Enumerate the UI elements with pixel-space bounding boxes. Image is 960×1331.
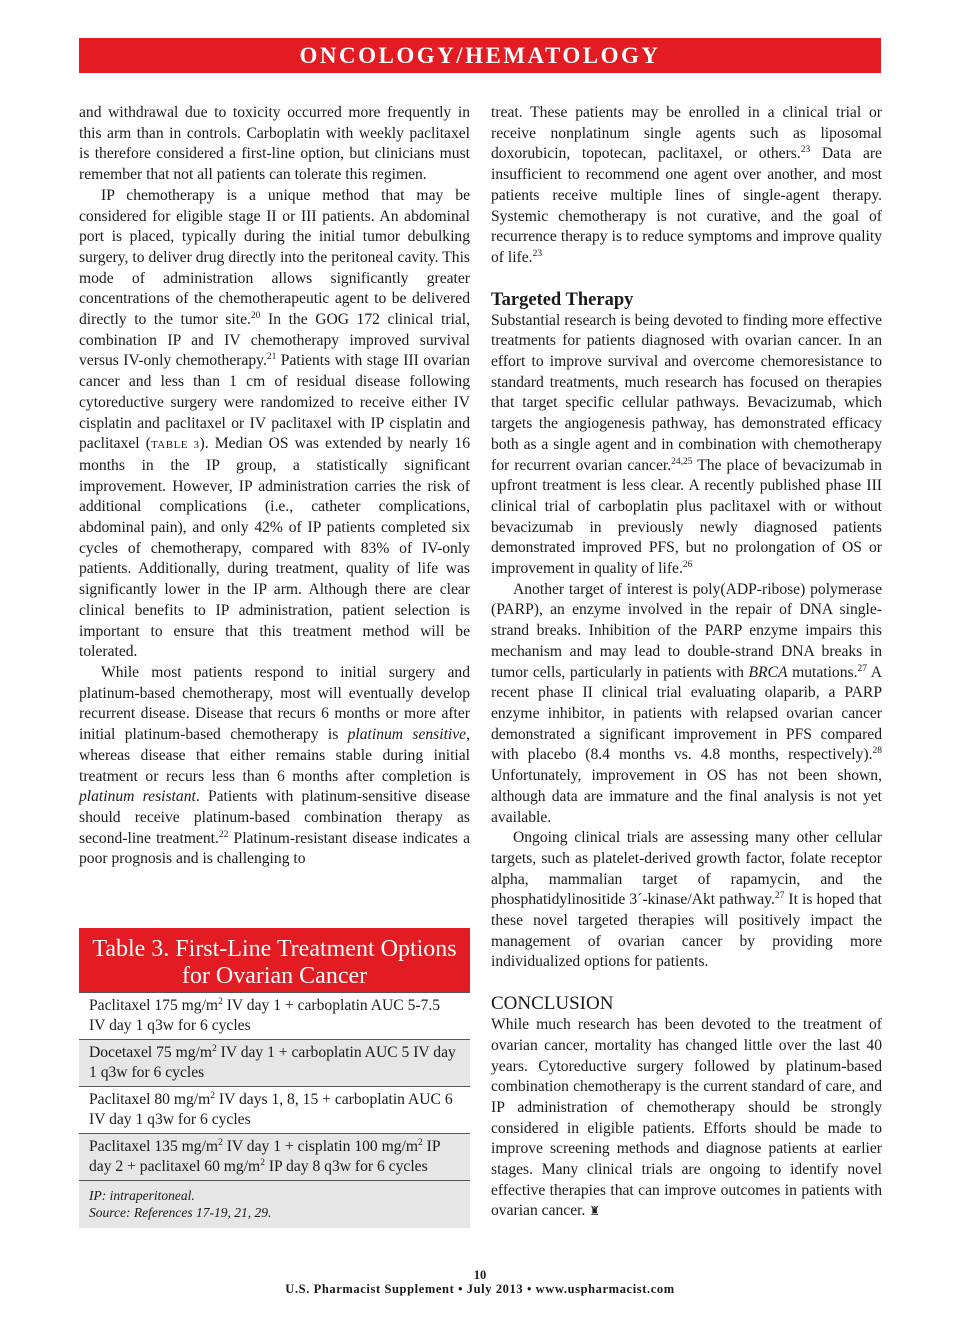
body-paragraph-ongoing-trials: Ongoing clinical trials are assessing many other cellular targets, such as platelet-derived growth factor, folate receptor alpha, mammalian target of rapamycin, and the phosphatidylinositide 3´-kinase/Akt pathway.$^{27}$ It is hoped that these novel targeted therapies will positively impact the management of ovarian cancer by providing more individualized options for patients.	[491, 829, 883, 971]
page-footer: U.S. Pharmacist Supplement • July 2013 • www.uspharmacist.com	[285, 1282, 675, 1296]
table-row: Paclitaxel 80 $mg/m^2$ IV days 1, 8, 15 + carboplatin AUC 6 IV day 1 q3w for 6 cycles	[79, 1087, 470, 1134]
reference-superscript: 27	[774, 891, 785, 902]
body-paragraph-conclusion: While much research has been devoted to the treatment of ovarian cancer, mortality has changed little over the last 40 years. Cytoreductive surgery followed by platinum-based combination chemotherapy is the current standard of care, and IP administration of chemotherapy should be strongly considered in eligible patients. Efforts should be made to improve screening methods and diagnose patients at earlier stages. Many clinical trials are ongoing to identify novel effective therapies that can improve outcomes in patients with ovarian cancer. ♜	[491, 1016, 882, 1220]
heading-targeted-therapy: Targeted Therapy	[491, 289, 634, 310]
page-number: 10	[473, 1268, 487, 1282]
table-footnote: IP: intraperitoneal. Source: References 17-19, 21, 29.	[79, 1181, 470, 1228]
reference-superscript: 26	[682, 560, 693, 571]
body-paragraph: and withdrawal due to toxicity occurred more frequently in this arm than in controls. Carboplatin with weekly paclitaxel is therefore considered a first-line option, but clinicians must remember that not all patients can tolerate this regimen.	[79, 104, 470, 184]
table-row: Paclitaxel 135 $mg/m^2$ IV day 1 + cisplatin 100 $mg/m^2$ IP day 2 + paclitaxel 60 $mg/m^2$ IP day 8 q3w for 6 cycles	[79, 1134, 470, 1181]
reference-superscript: 22	[218, 829, 229, 840]
reference-superscript: 23	[800, 145, 811, 156]
table-row: Docetaxel 75 $mg/m^2$ IV day 1 + carboplatin AUC 5 IV day 1 q3w for 6 cycles	[79, 1040, 470, 1087]
right-column	[491, 103, 882, 1222]
section-header-banner: ONCOLOGY/HEMATOLOGY	[79, 38, 881, 73]
body-paragraph-recurrence: While most patients respond to initial surgery and platinum-based chemotherapy, most will eventually develop recurrent disease. Disease that recurs 6 months or more after initial platinum-based chemotherapy is platinum sensitive, whereas disease that either remains stable during initial treatment or recurs less than 6 months after completion is platinum resistant. Patients with platinum-sensitive disease should receive platinum-based combination therapy as second-line treatment.$^{22}$ Platinum-resistant disease indicates a poor prognosis and is challenging to	[79, 663, 471, 868]
reference-superscript: 24,25	[671, 456, 693, 467]
body-paragraph-platinum-resistant: treat. These patients may be enrolled in a clinical trial or receive nonplatinum single agents such as liposomal doxorubicin, topotecan, paclitaxel, or others.$^{23}$ Data are insufficient to recommend one agent over another, and most patients receive multiple lines of single-agent therapy. Systemic chemotherapy is not curative, and the goal of recurrence therapy is to reduce symptoms and improve quality of life.$^{23}$	[491, 104, 882, 266]
left-column	[79, 103, 470, 870]
table-row: Paclitaxel 175 $mg/m^2$ IV day 1 + carboplatin AUC 5-7.5 IV day 1 q3w for 6 cycles	[79, 992, 470, 1040]
table-3-treatment-options	[79, 928, 470, 1228]
table-reference: TABLE 3	[150, 439, 200, 452]
reference-superscript: 23	[532, 248, 543, 259]
end-of-article-icon: ♜	[589, 1204, 601, 1219]
reference-superscript: 28	[872, 746, 882, 757]
heading-conclusion: CONCLUSION	[491, 993, 614, 1015]
body-paragraph-bevacizumab: Substantial research is being devoted to finding more effective treatments for patients diagnosed with ovarian cancer. In an effort to improve survival and overcome chemoresistance to standard treatments, much research has focused on therapies that target specific cellular pathways. Bevacizumab, which targets the angiogenesis pathway, has demonstrated efficacy both as a single agent and in combination with chemotherapy for recurrent ovarian cancer.$^{24,25}$ The place of bevacizumab in upfront treatment is less clear. A recently published phase III clinical trial of carboplatin plus paclitaxel with or without bevacizumab in previously newly diagnosed patients demonstrated improved PFS, but no prolongation of OS or improvement in quality of life.$^{26}$	[491, 311, 882, 578]
reference-superscript: 20	[250, 311, 261, 322]
table-title: Table 3. First-Line Treatment Options for Ovarian Cancer	[79, 928, 470, 992]
reference-superscript: 27	[857, 663, 867, 674]
body-paragraph-ip-chemotherapy: IP chemotherapy is a unique method that may be considered for eligible stage II or III patients. An abdominal port is placed, typically during the initial tumor debulking surgery, to deliver drug directly into the peritoneal cavity. This mode of administration allows significantly greater concentrations of the chemotherapeutic agent to be delivered directly to the tumor site.$^{20}$ In the GOG 172 clinical trial, combination IP and IV chemotherapy improved survival versus IV-only chemotherapy.$^{21}$ Patients with stage III ovarian cancer and less than 1 cm of residual disease following cytoreductive surgery were randomized to receive either IV cisplatin and paclitaxel or IV paclitaxel with IP cisplatin and paclitaxel (TABLE 3). Median OS was extended by nearly 16 months in the IP group, a statistically significant improvement. However, IP administration carries the risk of additional complications (i.e., catheter complications, abdominal pain), and only 42% of IP patients completed six cycles of chemotherapy, compared with 83% of IV-only patients. Additionally, during treatment, quality of life was significantly lower in the IP arm. Although there are clear clinical benefits to IP administration, patient selection is important to ensure that this treatment method will be tolerated.	[79, 186, 471, 661]
reference-superscript: 21	[266, 352, 277, 363]
body-paragraph-parp: Another target of interest is poly(ADP-ribose) polymerase (PARP), an enzyme involved in the repair of DNA single-strand breaks. Inhibition of the PARP enzyme impairs this mechanism and may lead to double-strand DNA breaks in tumor cells, particularly in patients with BRCA mutations.$^{27}$ A recent phase II clinical trial evaluating olaparib, a PARP enzyme inhibitor, in patients with relapsed ovarian cancer demonstrated a significant improvement in PFS compared with placebo (8.4 months vs. 4.8 months, respectively).$^{28}$ Unfortunately, improvement in OS has not been shown, although data are immature and the final analysis is not yet available.	[491, 580, 882, 826]
